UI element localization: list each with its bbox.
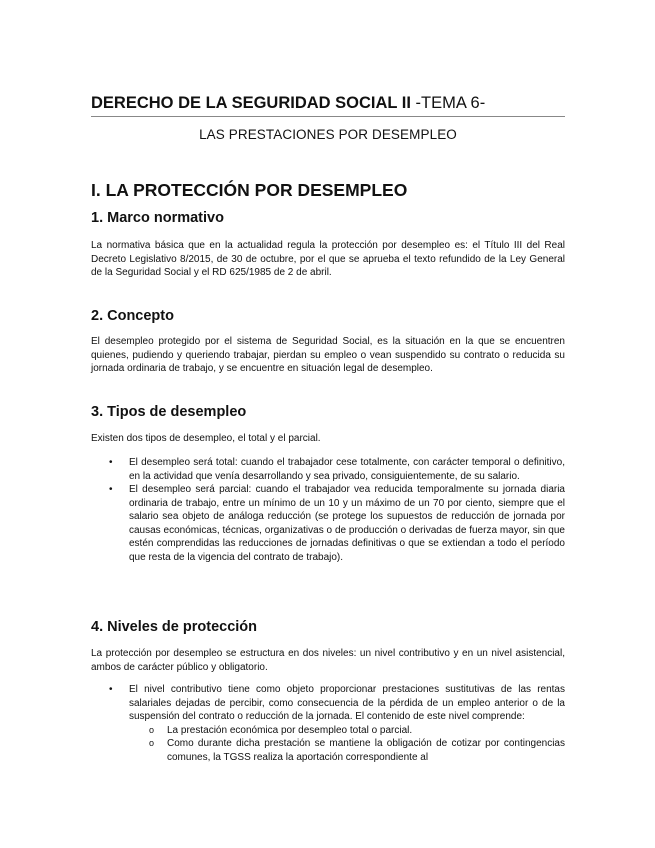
niveles-list bbox=[91, 683, 565, 764]
circle-bullet-icon: o bbox=[149, 724, 155, 735]
bullet-icon: • bbox=[109, 484, 113, 495]
bullet-icon: • bbox=[109, 684, 113, 695]
sublist-item bbox=[129, 737, 565, 764]
sublist-item bbox=[129, 724, 565, 738]
concepto-paragraph: El desempleo protegido por el sistema de Seguridad Social, es la situación en la que se encuentren quienes, pudiendo y queriendo trabajar, pierdan su empleo o vean suspendido su contrato o reducida su jornada ordinaria de trabajo, y se encuentre en situación legal de desempleo. bbox=[91, 336, 565, 374]
list-item bbox=[91, 456, 565, 483]
list-item bbox=[91, 683, 565, 764]
tipos-heading: 3. Tipos de desempleo bbox=[91, 404, 247, 420]
marco-normativo-heading: 1. Marco normativo bbox=[91, 210, 224, 226]
document-title-suffix: -TEMA 6- bbox=[410, 94, 486, 112]
marco-normativo-paragraph: La normativa básica que en la actualidad regula la protección por desempleo es: el Título III del Real Decreto Legislativo 8/2015, de 30 de octubre, por el que se aprueba el texto refundido de la Ley General de la Seguridad Social y el RD 625/1985 de 2 de abril. bbox=[91, 240, 565, 278]
list-item bbox=[91, 483, 565, 564]
list-item-text: El nivel contributivo tiene como objeto proporcionar prestaciones sustitutivas de las rentas salariales dejadas de percibir, como consecuencia de la pérdida de un empleo anterior o de la suspensión del contrato o reducción de la jornada. El contenido de este nivel comprende: bbox=[129, 684, 565, 722]
document-title bbox=[91, 94, 565, 113]
list-item-text: El desempleo será total: cuando el trabajador cese totalmente, con carácter temporal o definitivo, en la actividad que venía desarrollando y sea privado, consiguientemente, de su salario. bbox=[129, 457, 565, 482]
circle-bullet-icon: o bbox=[149, 738, 155, 748]
section-heading: I. LA PROTECCIÓN POR DESEMPLEO bbox=[91, 180, 408, 200]
title-divider bbox=[91, 116, 565, 117]
concepto-heading: 2. Concepto bbox=[91, 308, 174, 324]
niveles-intro: La protección por desempleo se estructura en dos niveles: un nivel contributivo y en un nivel asistencial, ambos de carácter público y obligatorio. bbox=[91, 648, 565, 673]
sublist-item-text: La prestación económica por desempleo total o parcial. bbox=[167, 724, 413, 736]
bullet-icon: • bbox=[109, 457, 113, 468]
niveles-sublist bbox=[129, 724, 565, 765]
document-subtitle: LAS PRESTACIONES POR DESEMPLEO bbox=[199, 127, 457, 142]
sublist-item-text: Como durante dicha prestación se mantiene la obligación de cotizar por contingencias comunes, la TGSS realiza la aportación correspondiente al bbox=[167, 738, 565, 763]
niveles-heading: 4. Niveles de protección bbox=[91, 619, 258, 635]
document-title-bold: DERECHO DE LA SEGURIDAD SOCIAL II bbox=[91, 94, 411, 112]
list-item-text: El desempleo será parcial: cuando el trabajador vea reducida temporalmente su jornada diaria ordinaria de trabajo, entre un mínimo de un 10 y un máximo de un 70 por ciento, siempre que el salario sea objeto de análoga reducción (se protege los supuestos de reducción de jornada por causas económicas, técnicas, organizativas o de producción o derivadas de fuerza mayor, sin que estén comprendidas las reducciones de jornadas definitivas o que se extiendan a todo el período que resta de la vigencia del contrato de trabajo). bbox=[129, 484, 565, 563]
tipos-intro: Existen dos tipos de desempleo, el total y el parcial. bbox=[91, 433, 321, 444]
tipos-list bbox=[91, 456, 565, 564]
